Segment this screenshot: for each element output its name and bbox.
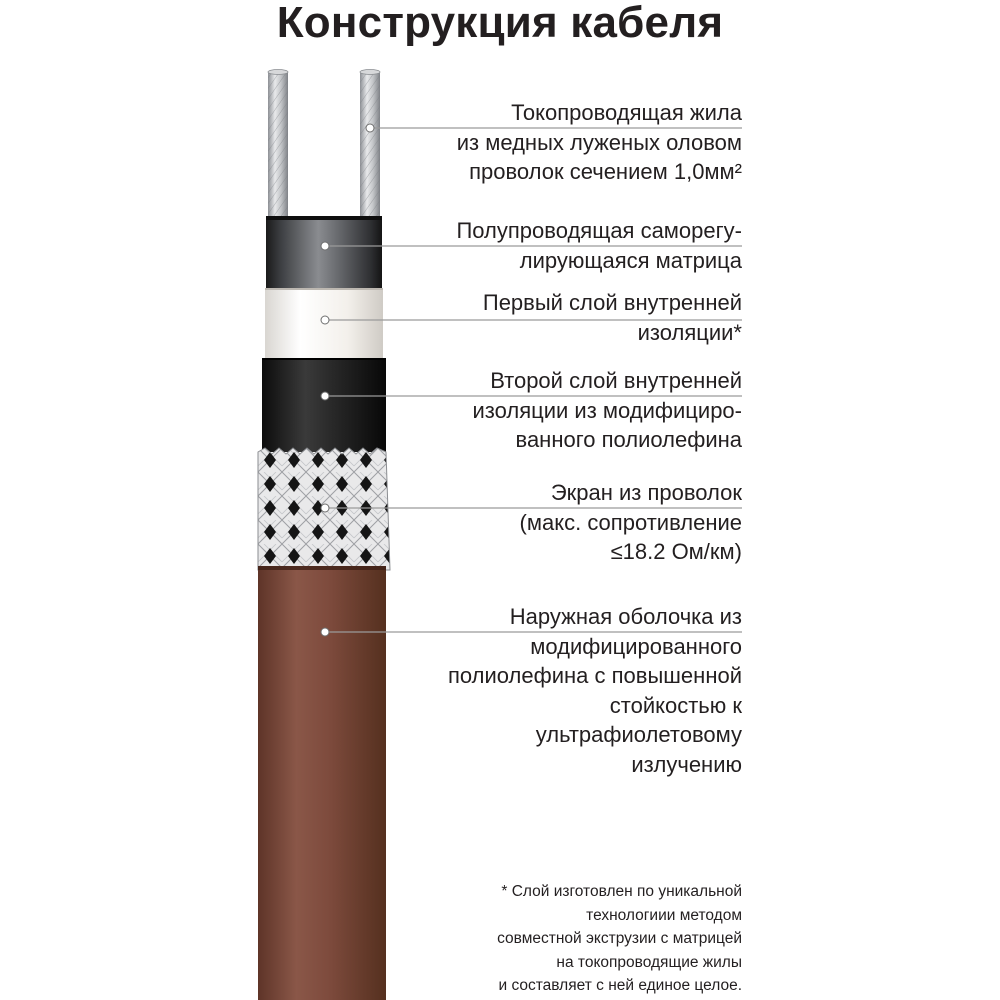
text-line: излучению xyxy=(631,751,742,777)
text-line: проволок сечением 1,0мм² xyxy=(469,159,742,184)
text-line: изоляции* xyxy=(637,319,742,345)
text-line: Экран из проволок xyxy=(550,480,742,505)
text-line: Наружная оболочка из xyxy=(509,604,742,629)
text-line: модифицированного xyxy=(530,633,742,659)
footnote-line: и составляет с ней единое целое. xyxy=(498,977,742,994)
conductor-description xyxy=(322,98,742,187)
text-line: Токопроводящая жила xyxy=(511,100,742,125)
text-line: Второй слой внутренней xyxy=(490,368,742,393)
footnote xyxy=(322,880,742,998)
text-line: ультрафиолетовому xyxy=(535,722,742,747)
text-line: изоляции из модифициро- xyxy=(472,397,742,423)
text-line: ванного полиолефина xyxy=(515,427,742,452)
insulation-1-description xyxy=(322,288,742,347)
insulation-2-description xyxy=(322,366,742,455)
footnote-line: * Слой изготовлен по уникальной xyxy=(501,883,742,900)
footnote-line: совместной экструзии с матрицей xyxy=(497,930,742,947)
page-title: Конструкция кабеля xyxy=(276,0,724,47)
footnote-line: технологиии методом xyxy=(586,906,742,924)
text-line: из медных луженых оловом xyxy=(456,129,742,155)
text-line: лирующаяся матрица xyxy=(519,247,742,273)
footnote-line: на токопроводящие жилы xyxy=(556,953,742,971)
braid-description xyxy=(322,478,742,567)
text-line: (макс. сопротивление xyxy=(519,509,742,535)
text-line: Первый слой внутренней xyxy=(482,290,742,315)
text-line: стойкостью к xyxy=(609,692,742,718)
jacket-description xyxy=(322,602,742,779)
matrix-description xyxy=(322,216,742,275)
text-line: полиолефина с повышенной xyxy=(448,663,742,688)
text-line: Полупроводящая саморегу- xyxy=(456,218,742,243)
text-line: ≤18.2 Ом/км) xyxy=(610,539,742,564)
